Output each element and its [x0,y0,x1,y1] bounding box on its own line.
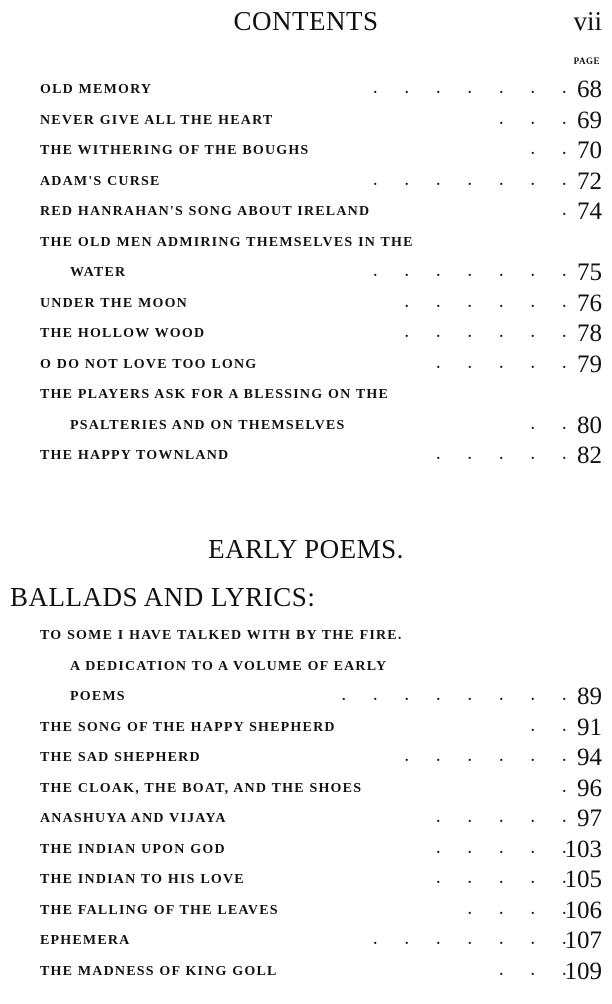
leader-dots: . . . . . . [405,750,566,765]
toc-entry-continuation [40,412,602,443]
section-heading: EARLY POEMS. [208,534,404,564]
entry-page: 91 [577,713,602,741]
toc-entry [40,320,602,351]
entry-page: 89 [577,683,602,710]
entry-page: 69 [577,106,602,134]
leader-dots: . . [531,143,566,158]
toc-entry [40,137,602,168]
toc-entry-continuation [40,653,602,684]
entry-title: THE HOLLOW WOOD [40,326,206,341]
entry-page: 75 [577,259,602,286]
toc-entry [40,198,602,229]
entry-page: 109 [564,957,602,985]
entry-title: UNDER THE MOON [40,295,188,311]
entry-page: 107 [564,927,602,954]
entry-title: THE OLD MEN ADMIRING THEMSELVES IN THE [40,234,414,250]
leader-dots: . . . . . . [405,326,566,341]
entry-title: THE FALLING OF THE LEAVES [40,902,279,918]
entry-title: WATER [70,265,127,280]
leader-dots: . . . . . . . [373,82,566,97]
page-column-label: PAGE [573,56,600,66]
toc-entry [40,714,602,745]
entry-title: THE CLOAK, THE BOAT, AND THE SHOES [40,780,363,796]
leader-dots: . . . . . . . [373,265,566,280]
entry-title: POEMS [70,689,126,704]
toc-entry [40,381,602,412]
entry-page: 96 [577,774,602,802]
entry-title: THE PLAYERS ASK FOR A BLESSING ON THE [40,387,390,402]
entry-title: THE INDIAN UPON GOD [40,841,226,857]
entry-page: 94 [577,744,602,771]
leader-dots: . . . . . [436,841,566,857]
entry-title: THE WITHERING OF THE BOUGHS [40,143,310,158]
toc-entry [40,836,602,867]
leader-dots: . . . [499,963,566,979]
leader-dots: . . . . . . . [373,173,566,189]
leader-dots: . . . . . [436,872,566,887]
entry-page: 106 [564,896,602,924]
page-title: CONTENTS [233,6,379,36]
entry-title: RED HANRAHAN'S SONG ABOUT IRELAND [40,204,371,219]
leader-dots: . . . . . . . [373,933,566,948]
toc-entry [40,290,602,321]
entry-title: THE SAD SHEPHERD [40,750,201,765]
page-folio: vii [573,6,602,36]
leader-dots: . . . . . . . . [342,689,566,704]
entry-page: 74 [577,198,602,225]
entry-title: EPHEMERA [40,933,131,948]
toc-entry [40,744,602,775]
leader-dots: . . . . . . [405,295,566,311]
entry-page: 79 [577,350,602,378]
leader-dots: . . . [499,112,566,128]
leader-dots: . . . . . [436,811,566,826]
leader-dots: . [562,204,566,219]
entry-title: TO SOME I HAVE TALKED WITH BY THE FIRE. [40,628,403,643]
entry-page: 80 [577,411,602,439]
leader-dots: . . [531,417,566,433]
toc-entry-continuation [40,683,602,714]
leader-dots: . . [531,719,566,735]
entry-title: PSALTERIES AND ON THEMSELVES [70,417,346,433]
leader-dots: . . . . [468,902,566,918]
toc-entry [40,442,602,473]
toc-entry [40,168,602,199]
entry-page: 82 [577,442,602,469]
entry-title: THE SONG OF THE HAPPY SHEPHERD [40,719,336,735]
toc-entry [40,866,602,897]
entry-title: THE HAPPY TOWNLAND [40,448,230,463]
entry-title: THE MADNESS OF KING GOLL [40,963,278,979]
toc-entry [40,107,602,138]
toc-block-2 [40,622,602,988]
toc-entry [40,958,602,989]
leader-dots: . . . . . [436,356,566,372]
entry-page: 76 [577,289,602,317]
entry-page: 78 [577,320,602,347]
entry-title: O DO NOT LOVE TOO LONG [40,356,258,372]
entry-page: 105 [564,866,602,893]
toc-entry [40,622,602,653]
toc-entry [40,805,602,836]
entry-page: 72 [577,167,602,195]
leader-dots: . [562,780,566,796]
leader-dots: . . . . . [436,448,566,463]
toc-entry-continuation [40,259,602,290]
entry-page: 68 [577,76,602,103]
entry-title: ADAM'S CURSE [40,173,161,189]
entry-title: NEVER GIVE ALL THE HEART [40,112,274,128]
entry-title: THE INDIAN TO HIS LOVE [40,872,245,887]
toc-entry [40,775,602,806]
entry-title: OLD MEMORY [40,82,153,97]
toc-entry [40,351,602,382]
entry-page: 103 [564,835,602,863]
toc-entry [40,229,602,260]
toc-entry [40,927,602,958]
entry-title: A DEDICATION TO A VOLUME OF EARLY [70,658,388,674]
running-header [0,6,612,38]
toc-entry [40,76,602,107]
toc-block-1 [40,76,602,473]
entry-page: 97 [577,805,602,832]
entry-page: 70 [577,137,602,164]
entry-title: ANASHUYA AND VIJAYA [40,811,227,826]
toc-entry [40,897,602,928]
subsection-heading: BALLADS AND LYRICS: [10,582,316,612]
